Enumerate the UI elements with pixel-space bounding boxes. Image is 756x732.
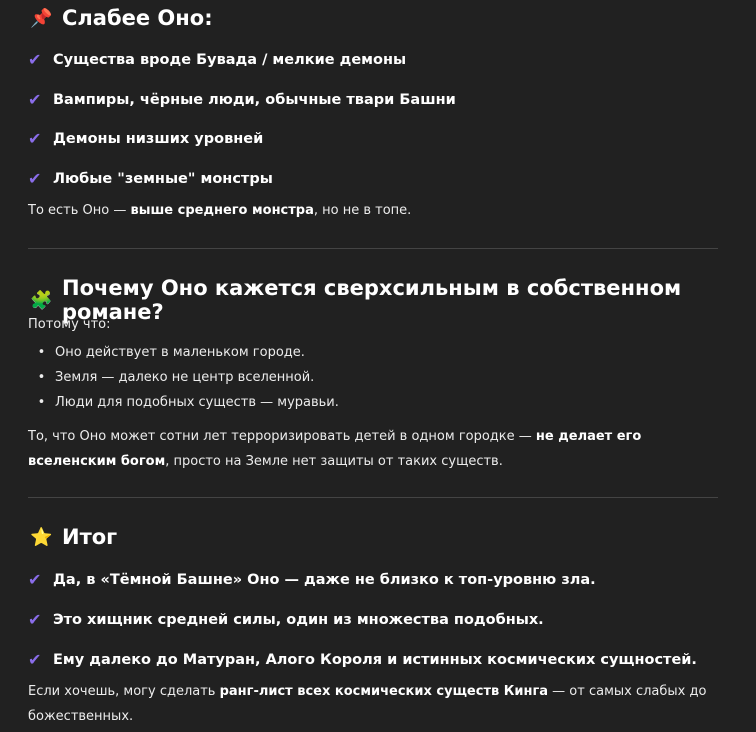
puzzle-icon: 🧩 (30, 289, 53, 311)
text: Если хочешь, могу сделать (28, 684, 220, 699)
summary-paragraph (28, 198, 718, 223)
bullet-icon: • (37, 345, 46, 360)
text: То есть Оно — (28, 203, 131, 218)
item-text: Существа вроде Бувада / мелкие демоны (53, 51, 407, 68)
check-icon: ✔ (28, 50, 42, 69)
item-text: Демоны низших уровней (53, 130, 264, 147)
divider (28, 248, 718, 249)
section-heading-summary (30, 525, 117, 549)
check-icon: ✔ (28, 570, 42, 589)
item-text: Да, в «Тёмной Башне» Оно — даже не близко к топ-уровню зла. (53, 571, 596, 588)
text: — от самых слабых до божественных. (28, 684, 707, 724)
section-heading-weaker (30, 6, 213, 30)
bullet-item (28, 370, 314, 385)
check-item (28, 90, 456, 109)
intro-text: Потому что: (28, 317, 111, 332)
star-icon: ⭐ (30, 526, 53, 548)
item-text: Это хищник средней силы, один из множества подобных. (53, 611, 544, 628)
check-icon: ✔ (28, 169, 42, 188)
bullet-icon: • (37, 395, 46, 410)
heading-text: Слабее Оно: (62, 6, 213, 30)
item-text: Люди для подобных существ — муравьи. (55, 395, 339, 410)
check-item (28, 650, 697, 669)
pushpin-icon: 📌 (30, 7, 53, 29)
bold-text: ранг-лист всех космических существ Кинга (219, 684, 549, 699)
bullet-item (28, 395, 339, 410)
divider (28, 497, 718, 498)
explanation-paragraph (28, 424, 718, 474)
offer-paragraph (28, 679, 718, 729)
bold-text: не делает его вселенским богом (28, 429, 642, 469)
check-icon: ✔ (28, 610, 42, 629)
heading-text: Итог (62, 525, 118, 549)
text: , просто на Земле нет защиты от таких существ. (165, 454, 503, 469)
bullet-icon: • (37, 370, 46, 385)
item-text: Любые "земные" монстры (53, 170, 273, 187)
item-text: Ему далеко до Матуран, Алого Короля и истинных космических сущностей. (53, 651, 697, 668)
item-text: Земля — далеко не центр вселенной. (55, 370, 315, 385)
check-item (28, 169, 273, 188)
check-icon: ✔ (28, 650, 42, 669)
check-item (28, 50, 406, 69)
text: То, что Оно может сотни лет терроризировать детей в одном городке — (28, 429, 536, 444)
check-icon: ✔ (28, 90, 42, 109)
bullet-item (28, 345, 305, 360)
item-text: Вампиры, чёрные люди, обычные твари Башни (53, 91, 456, 108)
check-icon: ✔ (28, 129, 42, 148)
heading-text: Почему Оно кажется сверхсильным в собственном романе? (62, 276, 682, 324)
check-item (28, 129, 263, 148)
check-item (28, 570, 596, 589)
bold-text: выше среднего монстра (130, 203, 314, 218)
check-item (28, 610, 544, 629)
text: , но не в топе. (313, 203, 412, 218)
item-text: Оно действует в маленьком городе. (55, 345, 305, 360)
